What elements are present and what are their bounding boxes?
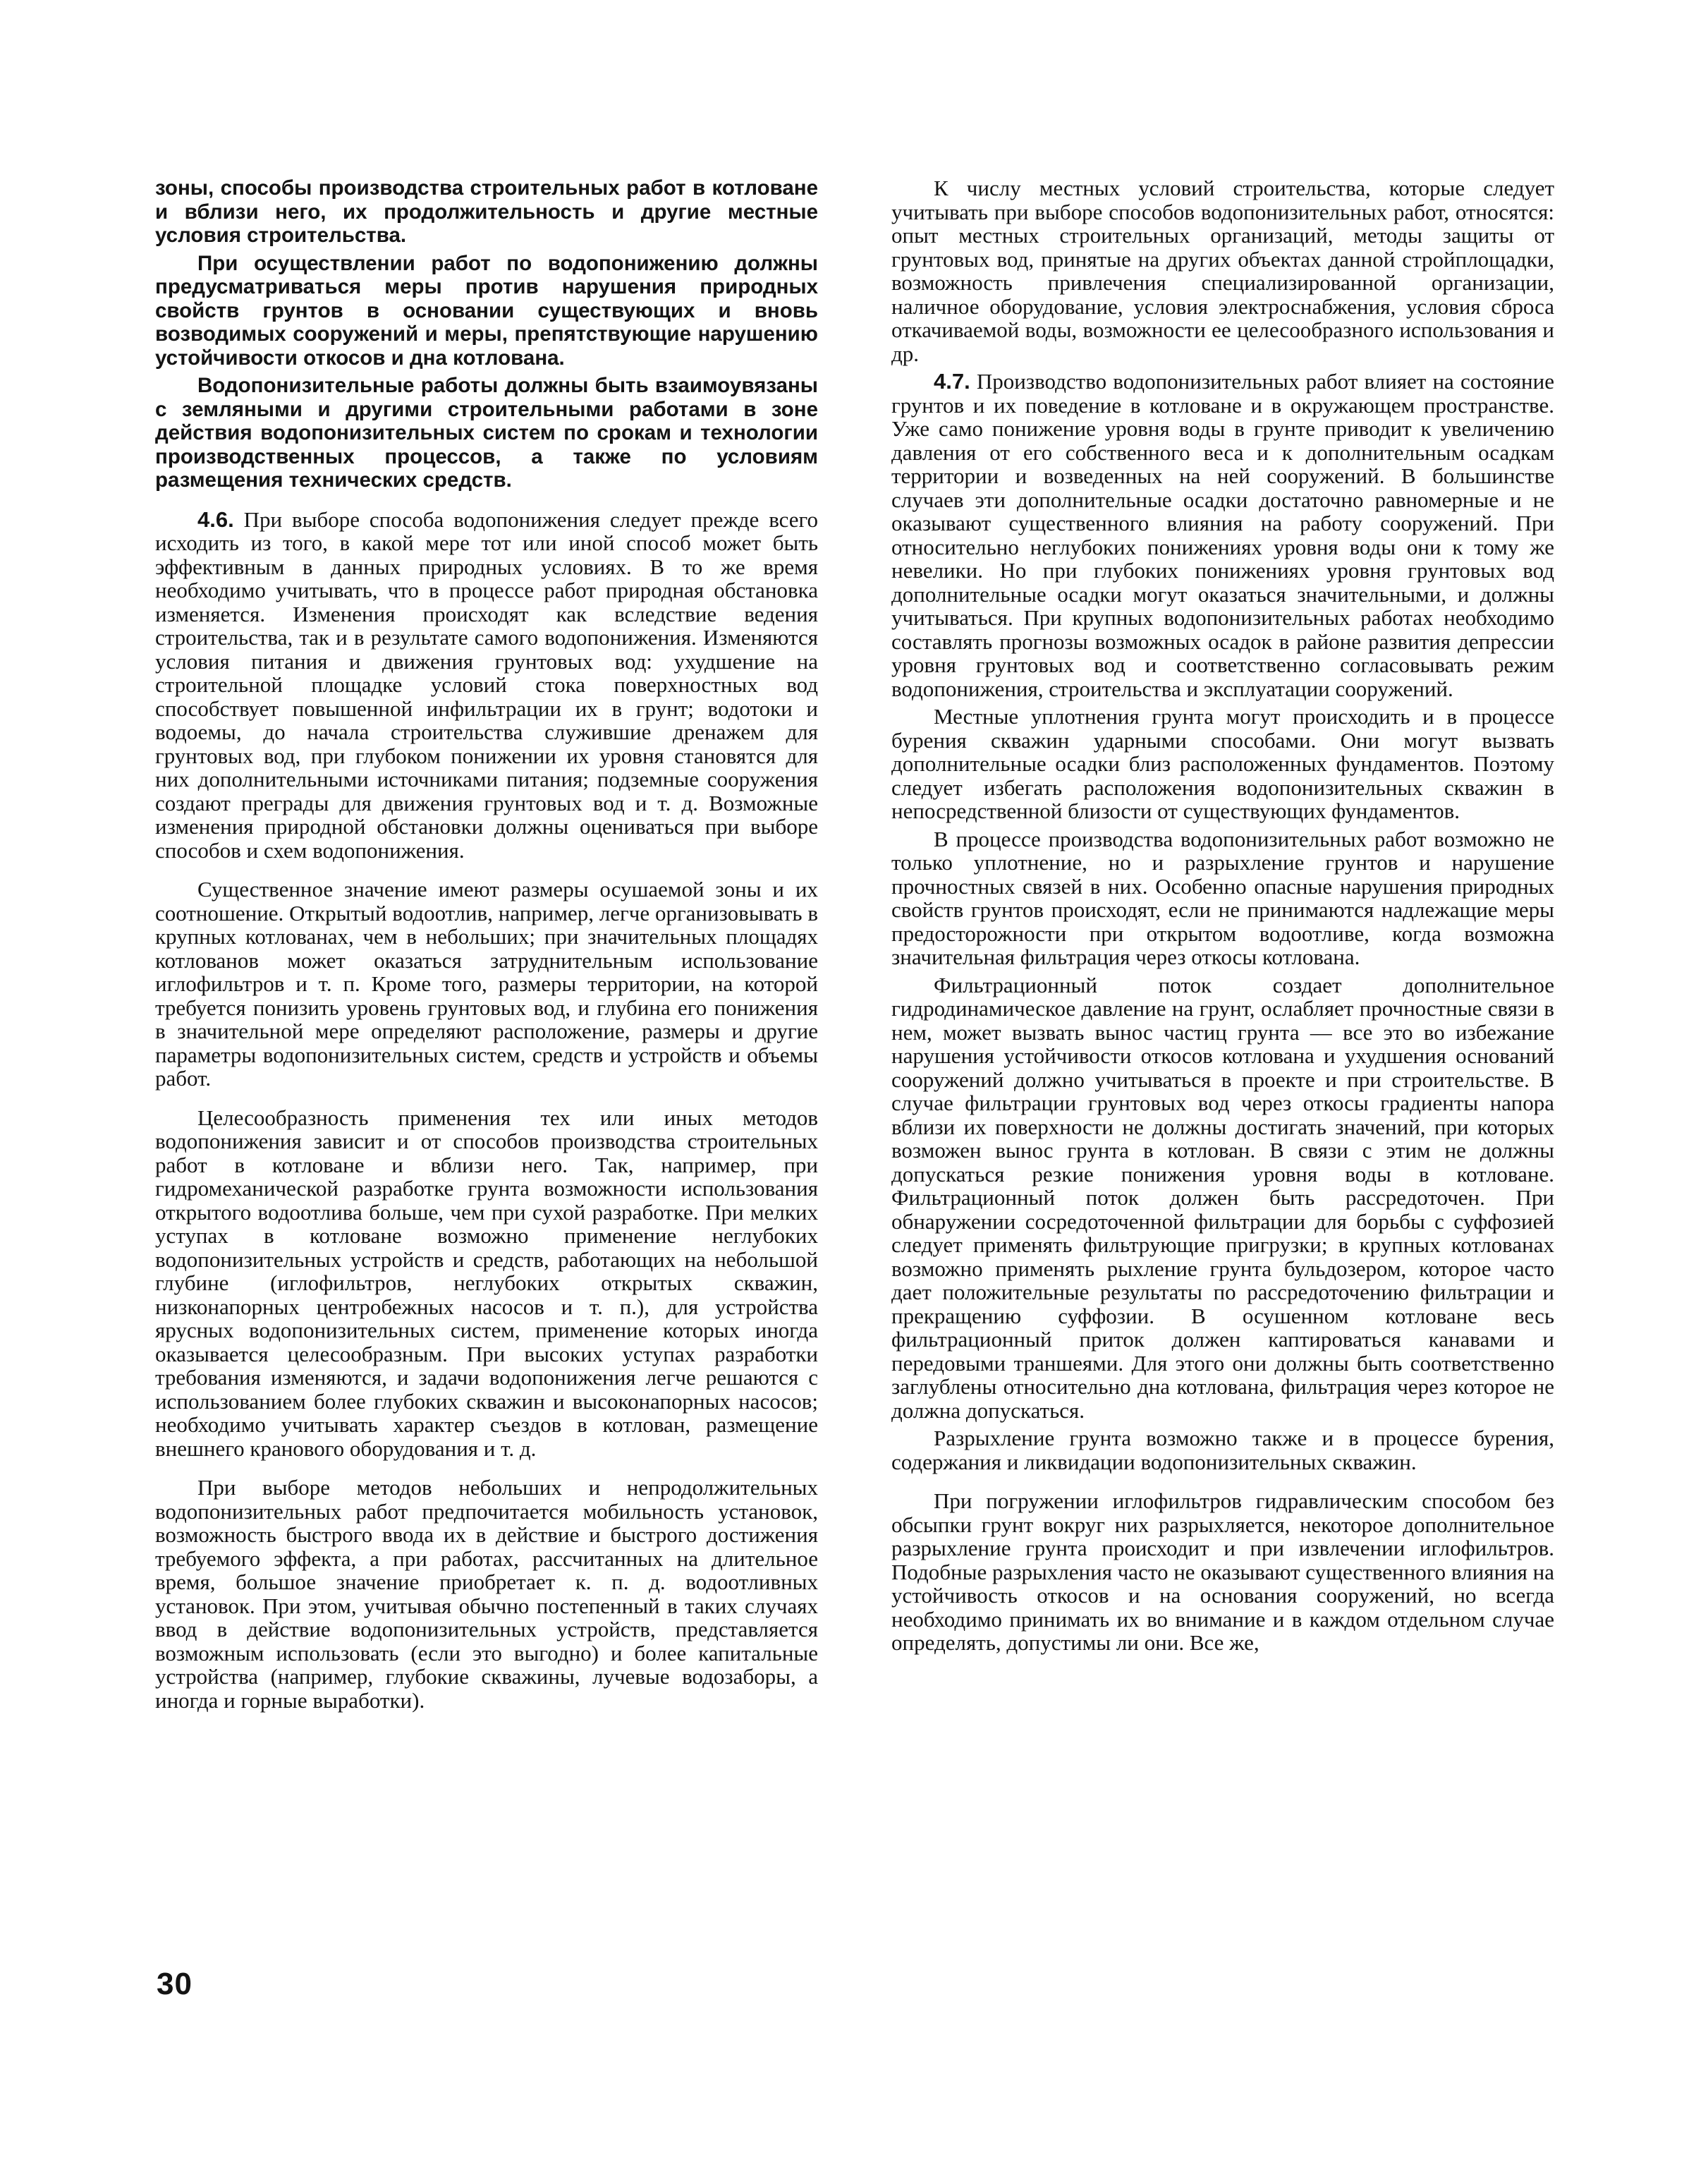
paragraph: При погружении иглофильтров гидравлическим способом без обсыпки грунт вокруг них разрыхляется, некоторое дополнительное разрыхление грунта происходит и при извлечении иглофильтров. Подобные разрыхления часто не оказывают существенного влияния на устойчивость откосов и на основания сооружений, но всегда необходимо принимать их во внимание и в каждом отдельном случае определять, допустимы ли они. Все же, [891, 1488, 1555, 1655]
paragraph-text: При выборе способа водопонижения следует прежде всего исходить из того, в какой мере тот или иной способ может быть эффективным в данных природных условиях. В то же время необходимо учитывать, что в процессе работ природная обстановка изменяется. Изменения происходят как вследствие ведения строительства, так и в результате самого водопонижения. Изменяются условия питания и движения грунтовых вод: ухудшение на строительной площадке условий стока поверхностных вод способствует повышенной инфильтрации их в грунт; водотоки и водоемы, до начала строительства служившие дренажем для грунтовых вод, при глубоком понижении их уровня становятся для них дополнительными источниками питания; подземные сооружения создают преграды для движения грунтовых вод и т. д. Возможные изменения природной обстановки должны оцениваться при выборе способов и схем водопонижения. [155, 506, 818, 863]
paragraph: зоны, способы производства строительных работ в котловане и вблизи него, их продолжительность и другие местные условия строительства. [155, 176, 818, 247]
page-number: 30 [157, 1967, 193, 2001]
section-number: 4.7. [934, 369, 970, 394]
paragraph: Местные уплотнения грунта могут происходить и в процессе бурения скважин ударными способами. Они могут вызвать дополнительные осадки близ расположенных фундаментов. Поэтому следует избегать расположения водопонизительных скважин в непосредственной близости от существующих фундаментов. [891, 704, 1554, 823]
paragraph: Фильтрационный поток создает дополнительное гидродинамическое давление на грунт, ослабляет прочностные связи в нем, может вызвать вынос частиц грунта — все это во избежание нарушения устойчивости откосов котлована и ухудшения оснований сооружений должно учитываться в проекте и при строительстве. В случае фильтрации грунтовых вод через откосы градиенты напора вблизи их поверхности не должны достигать значений, при которых возможен вынос грунта в котлован. В связи с этим не должны допускаться резкие понижения уровня воды в котловане. Фильтрационный поток должен быть рассредоточен. При обнаружении сосредоточенной фильтрации для борьбы с суффозией следует применять фильтрующие пригрузки; в крупных котлованах возможно применять рыхление грунта бульдозером, которое часто дает положительные результаты по рассредоточению фильтрации и прекращению суффозии. В осушенном котловане весь фильтрационный приток должен каптироваться канавами и передовыми траншеями. Для этого они должны быть соответственно заглублены относительно дна котлована, фильтрация через которое не должна допускаться. [891, 972, 1554, 1423]
paragraph: Целесообразность применения тех или иных методов водопонижения зависит и от способов производства строительных работ в котловане и вблизи него. Так, например, при гидромеханической разработке грунта возможности использования открытого водоотлива больше, чем при сухой разработке. При мелких уступах в котловане возможно применение неглубоких водопонизительных устройств и средств, работающих на небольшой глубине (иглофильтров, неглубоких открытых скважин, низконапорных центробежных насосов и т. п.), для устройства ярусных водопонизительных систем, применение которых иногда оказывается целесообразным. При высоких уступах разработки требования изменяются, и задачи водопонижения легче решаются с использованием более глубоких скважин и высоконапорных насосов; необходимо учитывать характер съездов в котлован, размещение внешнего кранового оборудования и т. д. [155, 1105, 818, 1461]
left-column [155, 176, 818, 1716]
paragraph: Разрыхление грунта возможно также и в процессе бурения, содержания и ликвидации водопонизительных скважин. [891, 1426, 1554, 1474]
paragraph: В процессе производства водопонизительных работ возможно не только уплотнение, но и разрыхление грунтов и нарушение прочностных связей в них. Особенно опасные нарушения природных свойств грунтов происходят, если не принимаются надлежащие меры предосторожности при открытом водоотливе, когда возможна значительная фильтрация через откосы котлована. [891, 826, 1554, 969]
right-column [891, 176, 1554, 1659]
section-4-6-paragraph [155, 508, 818, 863]
paragraph: Существенное значение имеют размеры осушаемой зоны и их соотношение. Открытый водоотлив, например, легче организовывать в крупных котлованах, чем в небольших; при значительных площадях котлованов может оказаться затруднительным использование иглофильтров и т. п. Кроме того, размеры территории, на которой требуется понизить уровень грунтовых вод, и глубина его понижения в значительной мере определяют расположение, размеры и другие параметры водопонизительных систем, средств и устройств и объемы работ. [155, 877, 818, 1091]
paragraph: При осуществлении работ по водопонижению должны предусматриваться меры против нарушения природных свойств грунтов в основании существующих и вновь возводимых сооружений и меры, препятствующие нарушению устойчивости откосов и дна котлована. [155, 251, 818, 370]
paragraph-text: Производство водопонизительных работ влияет на состояние грунтов и их поведение в котловане и в окружающем пространстве. Уже само понижение уровня воды в грунте приводит к увеличению давления от его собственного веса и к дополнительным осадкам территории и возведенных на ней сооружений. В большинстве случаев эти дополнительные осадки достаточно равномерные и не оказывают существенного влияния на работу сооружений. При относительно неглубоких понижениях уровня воды они к тому же невелики. Но при глубоких понижениях уровня грунтовых вод дополнительные осадки могут оказаться значительными, и должны учитываться. При крупных водопонизительных работах необходимо составлять прогнозы возможных осадок в районе развития депрессии уровня грунтовых вод и соответственно согласовывать режим водопонижения, строительства и эксплуатации сооружений. [891, 369, 1554, 701]
paragraph: При выборе методов небольших и непродолжительных водопонизительных работ предпочитается мобильность установок, возможность быстрого ввода их в действие и быстрого достижения требуемого эффекта, а при работах, рассчитанных на длительное время, большое значение приобретает к. п. д. водоотливных установок. При этом, учитывая обычно постепенный в таких случаях ввод в действие водопонизительных устройств, представляется возможным использовать (если это выгодно) и более капитальные устройства (например, глубокие скважины, лучевые водозаборы, а иногда и горные выработки). [155, 1475, 818, 1713]
paragraph: К числу местных условий строительства, которые следует учитывать при выборе способов водопонизительных работ, относятся: опыт местных строительных организаций, методы защиты от грунтовых вод, принятые на других объектах данной стройплощадки, возможность привлечения специализированной организации, наличное оборудование, условия электроснабжения, условия сброса откачиваемой воды, возможности ее целесообразного использования и др. [891, 176, 1554, 366]
paragraph: Водопонизительные работы должны быть взаимоувязаны с земляными и другими строительными работами в зоне действия водопонизительных систем по срокам и технологии производственных процессов, а также по условиям размещения технических средств. [155, 374, 818, 492]
section-4-7-paragraph [891, 370, 1554, 700]
section-number: 4.6. [197, 506, 234, 532]
